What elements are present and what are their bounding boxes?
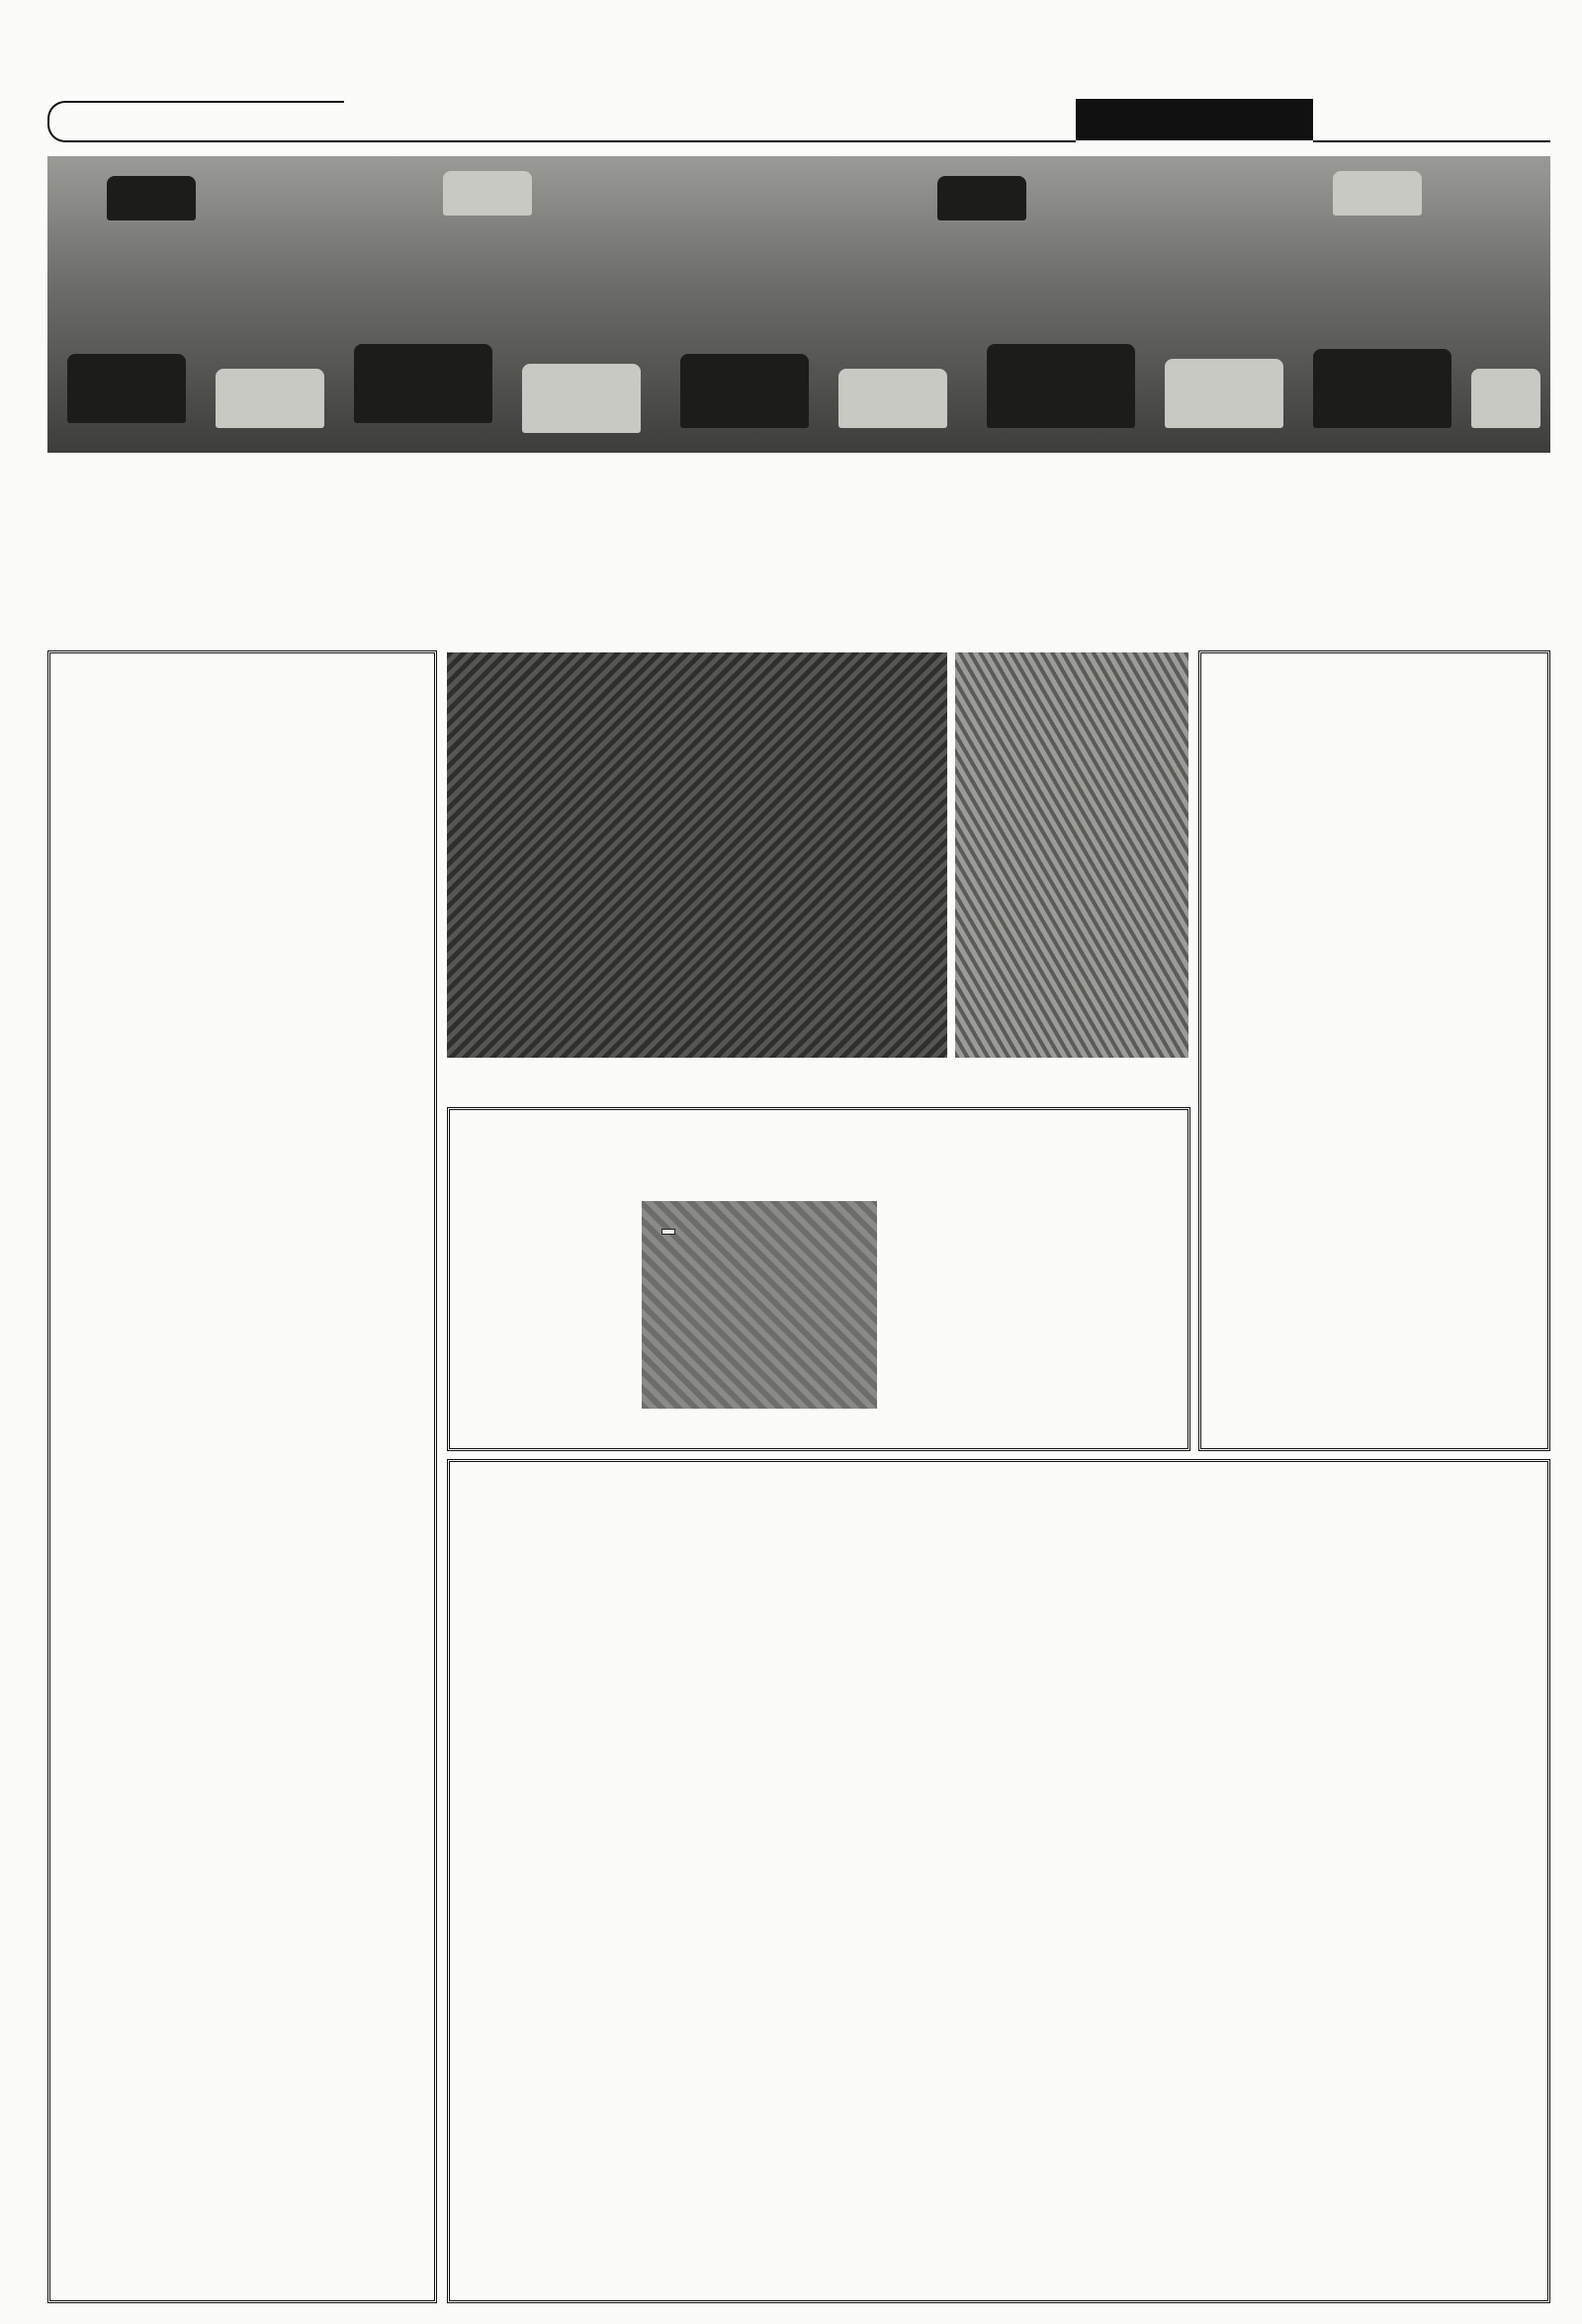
section-label	[47, 101, 344, 142]
hero-traffic-photo	[47, 156, 1550, 453]
article-anatimiseis	[47, 650, 437, 2303]
header-rule	[344, 140, 1076, 142]
article-poso-ftaiei	[447, 1459, 1550, 2303]
photo-double-parking	[642, 1201, 877, 1409]
intro-col-2	[299, 459, 536, 645]
bank-sign	[661, 1229, 675, 1235]
intro-col-1	[49, 459, 287, 645]
intro-col-3	[548, 459, 785, 645]
article-mona-zyga	[1198, 650, 1550, 1451]
intro-col-4	[797, 459, 1034, 645]
article-parking	[447, 1107, 1190, 1451]
newspaper-logo	[1076, 99, 1313, 140]
photo-highway-traffic	[955, 652, 1188, 1058]
intro-col-6	[1295, 459, 1548, 645]
page-header	[47, 97, 1550, 146]
photo-accident	[447, 652, 947, 1058]
intro-col-5	[1046, 459, 1283, 645]
header-rule-right	[1313, 140, 1550, 142]
